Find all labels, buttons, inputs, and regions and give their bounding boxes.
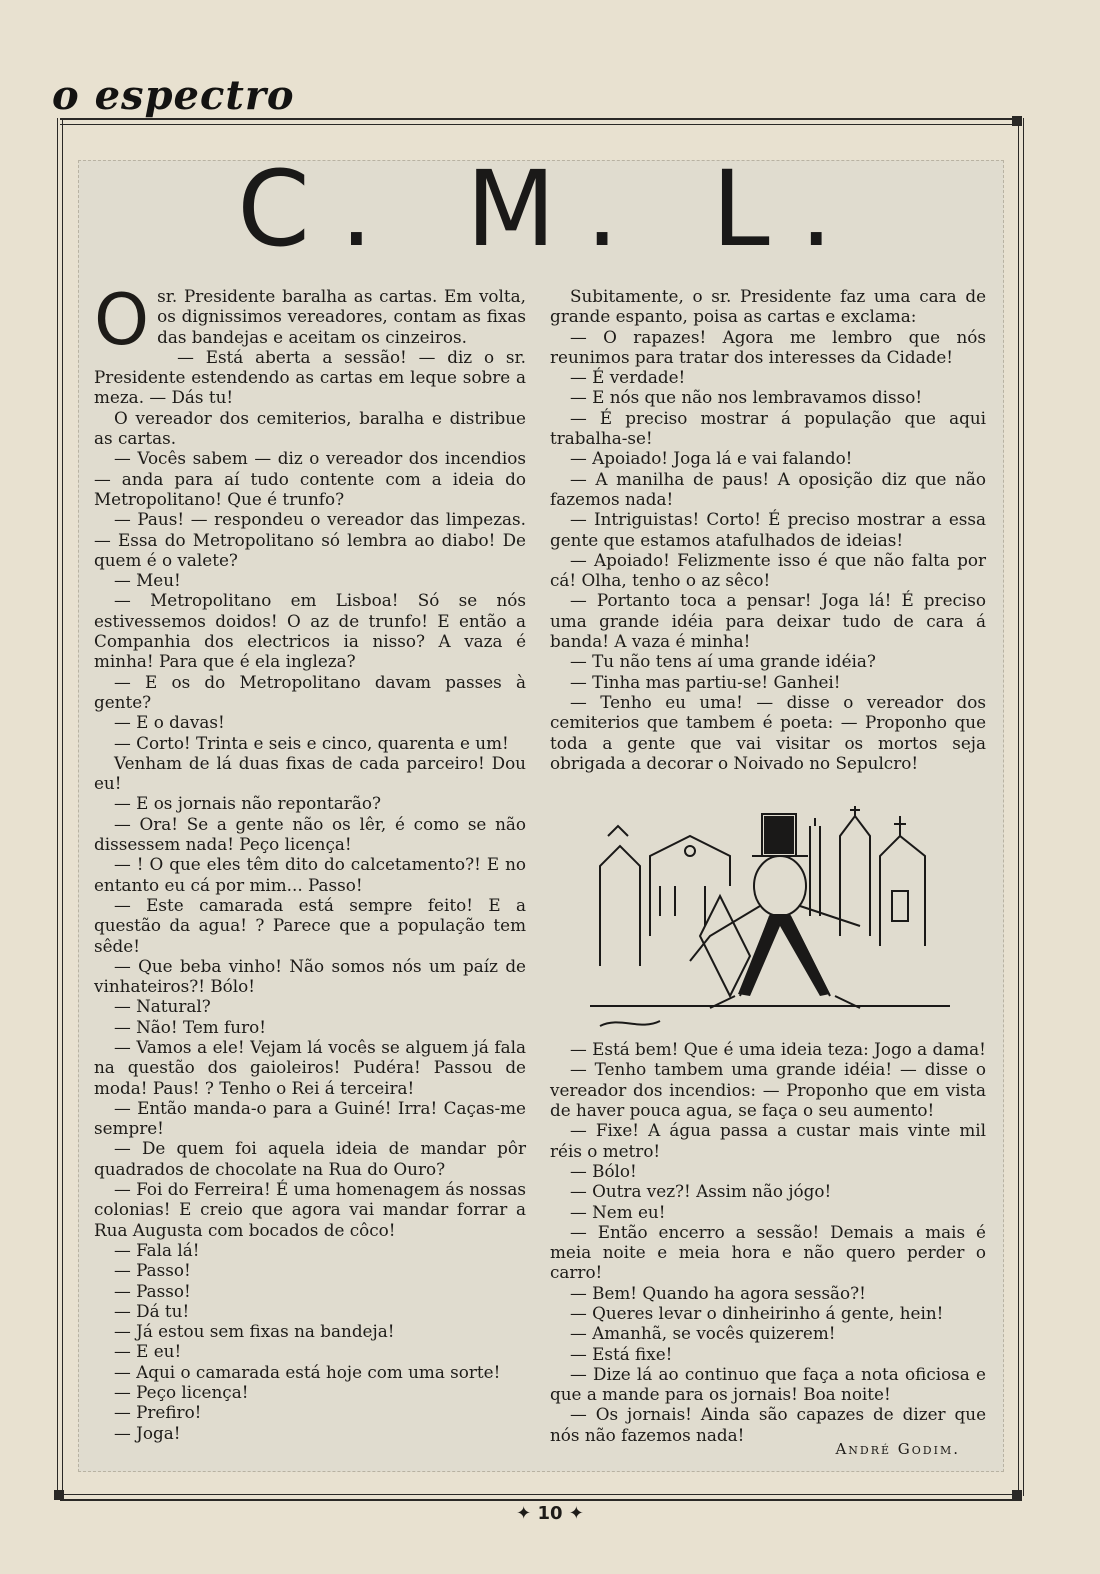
- left-column: [94, 279, 526, 1443]
- paragraph: — Está bem! Que é uma ideia teza: Jogo a dama!: [570, 1039, 986, 1060]
- paragraph: — Amanhã, se vocês quizerem!: [570, 1323, 836, 1344]
- paragraph: — Está fixe!: [570, 1343, 673, 1364]
- paragraph: — E os do Metropolitano davam passes à gente?: [94, 671, 526, 712]
- left-border-rule: [57, 118, 63, 1496]
- article-title: C. M. L.: [237, 148, 863, 270]
- paragraph: — Passo!: [114, 1260, 191, 1281]
- paragraph: — Dize lá ao continuo que faça a nota oficiosa e que a mande para os jornais! Boa noite!: [550, 1363, 986, 1405]
- paragraph: — E eu!: [114, 1341, 182, 1362]
- paragraph: Subitamente, o sr. Presidente faz uma cara de grande espanto, poisa as cartas e exclama:: [550, 286, 986, 327]
- bottom-border-rule: [60, 1494, 1022, 1501]
- paragraph: — O rapazes! Agora me lembro que nós reunimos para tratar dos interesses da Cidade!: [550, 326, 986, 367]
- paragraph: — Outra vez?! Assim não jógo!: [570, 1181, 832, 1202]
- corner-ornament: [1012, 1490, 1022, 1500]
- paragraph: — Passo!: [114, 1280, 191, 1301]
- paragraph: — Já estou sem fixas na bandeja!: [114, 1321, 395, 1342]
- paragraph: — Não! Tem furo!: [114, 1016, 266, 1037]
- paragraph: — Tenho eu uma! — disse o vereador dos cemiterios que tambem é poeta: — Proponho que toda a gente que vai visitar os mortos seja obrigada a decorar o Noivado no Sepulcro!: [550, 691, 986, 773]
- paragraph: — É preciso mostrar á população que aqui trabalha-se!: [550, 407, 986, 449]
- paragraph: — De quem foi aquela ideia de mandar pôr quadrados de chocolate na Rua do Ouro?: [94, 1138, 526, 1179]
- paragraph: — Joga!: [114, 1422, 181, 1443]
- paragraph: — Tenho tambem uma grande idéia! — disse o vereador dos incendios: — Proponho que em vista de haver pouca agua, se faça o seu aumento!: [550, 1059, 986, 1121]
- paragraph: — Corto! Trinta e seis e cinco, quarenta e um!: [114, 732, 509, 753]
- paragraph: — Vocês sabem — diz o vereador dos incendios — anda para aí tudo contente com a ideia do Metropolitano! Que é trunfo?: [94, 448, 526, 509]
- paragraph: — Natural?: [114, 996, 211, 1017]
- paragraph: — Fala lá!: [114, 1239, 200, 1260]
- paragraph: — Bem! Quando ha agora sessão?!: [570, 1282, 866, 1303]
- corner-ornament: [1012, 116, 1022, 126]
- paragraph: — Portanto toca a pensar! Joga lá! É preciso uma grande idéia para deixar tudo de cara á banda! A vaza é minha!: [550, 590, 986, 652]
- paragraph: Venham de lá duas fixas de cada parceiro! Dou eu!: [94, 752, 526, 794]
- paragraph: — ! O que eles têm dito do calcetamento?! E no entanto eu cá por mim... Passo!: [94, 854, 526, 895]
- paragraph: — Peço licença!: [114, 1382, 249, 1403]
- paragraph: O vereador dos cemiterios, baralha e distribue as cartas.: [94, 407, 526, 449]
- paragraph: — Aqui o camarada está hoje com uma sorte!: [114, 1361, 501, 1382]
- dropcap: O: [94, 279, 150, 361]
- paragraph: — Paus! — respondeu o vereador das limpezas.— Essa do Metropolitano só lembra ao diabo! De quem é o valete?: [94, 509, 526, 570]
- top-border-rule: [60, 118, 1022, 125]
- paragraph: — Prefiro!: [114, 1402, 202, 1423]
- paragraph: — Apoiado! Joga lá e vai falando!: [570, 448, 853, 469]
- paragraph: — Foi do Ferreira! É uma homenagem ás nossas colonias! E creio que agora vai mandar forrar a Rua Augusta com bocados de côco!: [94, 1179, 526, 1240]
- paragraph: — Bólo!: [570, 1160, 637, 1181]
- paragraph: — Este camarada está sempre feito! E a questão da agua! ? Parece que a população tem sêde!: [94, 894, 526, 956]
- paragraph: — Tu não tens aí uma grande idéia?: [570, 651, 876, 672]
- corner-ornament: [54, 1490, 64, 1500]
- paragraph: — Então manda-o para a Guiné! Irra! Caças-me sempre!: [94, 1097, 526, 1139]
- paragraph: — Queres levar o dinheirinho á gente, hein!: [570, 1302, 944, 1323]
- paragraph: — Tinha mas partiu-se! Ganhei!: [570, 671, 841, 692]
- paragraph: — Intriguistas! Corto! É preciso mostrar a essa gente que estamos atafulhados de ideias!: [550, 509, 986, 550]
- paragraph: — E o davas!: [114, 712, 225, 733]
- paragraph: — Que beba vinho! Não somos nós um paíz de vinhateiros?! Bólo!: [94, 955, 526, 997]
- paragraph: — Nem eu!: [570, 1201, 666, 1222]
- paragraph: — E os jornais não repontarão?: [114, 793, 381, 814]
- paragraph: — É verdade!: [570, 367, 686, 388]
- paragraph: — Ora! Se a gente não os lêr, é como se não dissessem nada! Peço licença!: [94, 813, 526, 855]
- page-number: ✦ 10 ✦: [516, 1503, 584, 1524]
- paragraph: — Fixe! A água passa a custar mais vinte mil réis o metro!: [550, 1120, 986, 1161]
- masthead: o espectro: [52, 72, 295, 119]
- paragraph: — Meu!: [114, 570, 181, 591]
- paragraph: — A manilha de paus! A oposição diz que não fazemos nada!: [550, 468, 986, 509]
- paragraph: — Os jornais! Ainda são capazes de dizer que nós não fazemos nada!: [550, 1404, 986, 1445]
- paragraph: — Metropolitano em Lisboa! Só se nós estivessemos doidos! O az de trunfo! E então a Companhia dos electricos ia nisso? A vaza é minha! Para que é ela ingleza?: [94, 590, 526, 672]
- right-border-rule: [1018, 118, 1024, 1496]
- paragraph: — Apoiado! Felizmente isso é que não falta por cá! Olha, tenho o az sêco!: [550, 549, 986, 591]
- paragraph: — Vamos a ele! Vejam lá vocês se alguem já fala na questão dos gaioleiros! Pudéra! Passou de moda! Paus! ? Tenho o Rei á terceira!: [94, 1036, 526, 1098]
- paragraph: — Está aberta a sessão! — diz o sr. Presidente estendendo as cartas em leque sobre a meza. — Dás tu!: [94, 346, 526, 408]
- cartoon-illustration: [580, 796, 960, 1036]
- paragraph: — Então encerro a sessão! Demais a mais é meia noite e meia hora e não quero perder o carro!: [550, 1221, 986, 1283]
- paragraph: — E nós que não nos lembravamos disso!: [570, 387, 923, 408]
- paragraph: — Dá tu!: [114, 1300, 190, 1321]
- paragraph: sr. Presidente baralha as cartas. Em volta, os dignissimos vereadores, contam as fixas das bandejas e aceitam os cinzeiros.: [157, 286, 526, 347]
- author-signature: André Godim.: [835, 1440, 960, 1458]
